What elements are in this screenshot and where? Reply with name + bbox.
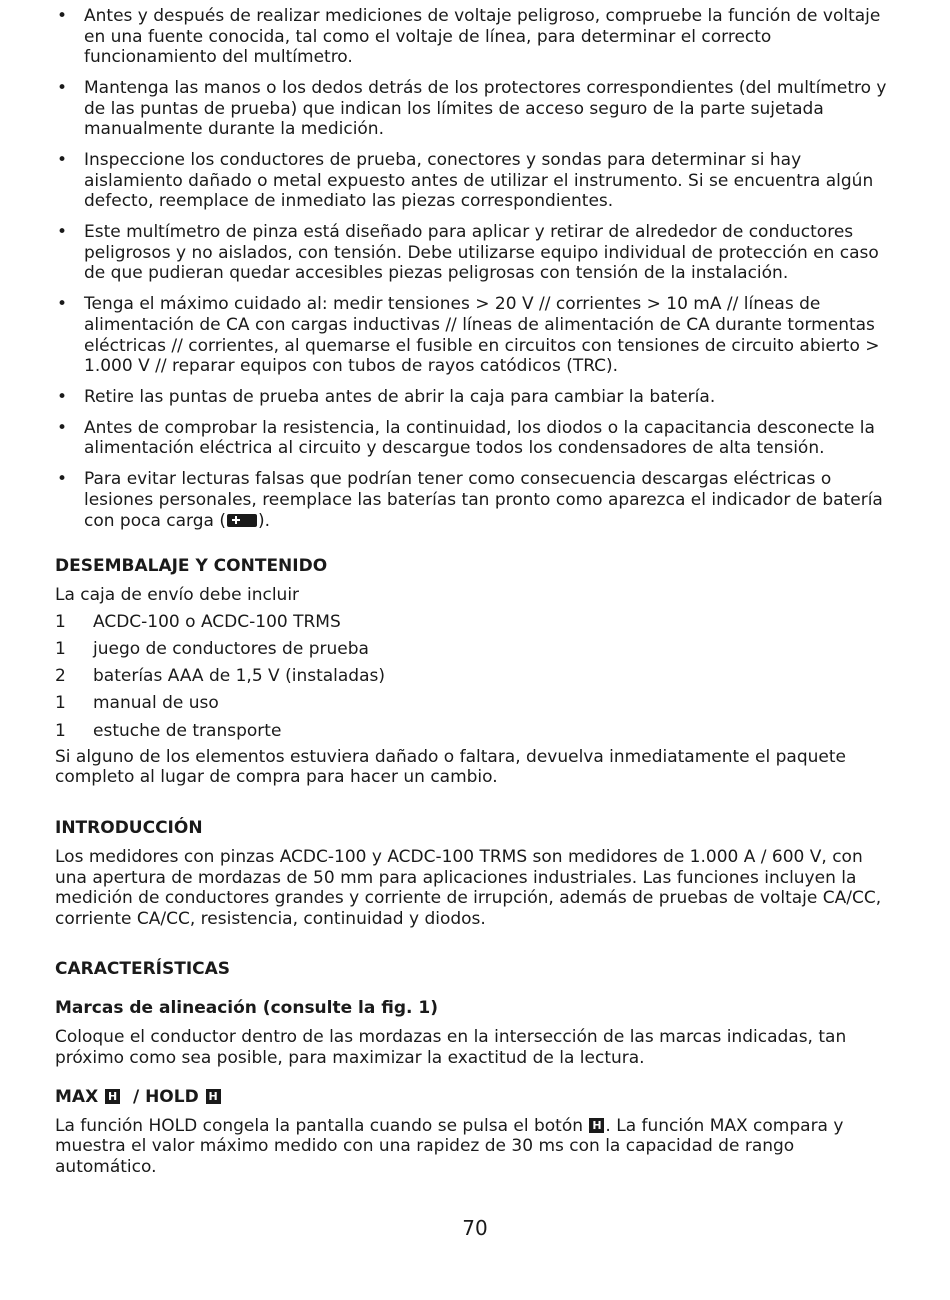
- max-hold-text-start: La función HOLD congela la pantalla cuando se pulsa el botón: [55, 1115, 584, 1136]
- hold-label: / HOLD: [132, 1086, 199, 1107]
- safety-bullet: [55, 387, 895, 408]
- bullet-dot: •: [57, 417, 68, 438]
- unpacking-intro: La caja de envío debe incluir: [55, 585, 300, 606]
- bullet-dot: •: [57, 78, 68, 99]
- manual-page: [55, 6, 895, 1177]
- item-quantity: 1: [55, 693, 66, 714]
- contents-item: [55, 690, 895, 717]
- item-text: juego de conductores de prueba: [93, 638, 369, 659]
- hold-button-icon: [589, 1118, 604, 1133]
- unpacking-note: Si alguno de los elementos estuviera dañado o faltara, devuelva inmediatamente el paquete completo al lugar de compra para hacer un cambio.: [55, 746, 846, 788]
- unpacking-heading: DESEMBALAJE Y CONTENIDO: [55, 556, 328, 577]
- max-hold-text-end: . La función MAX compara y muestra el valor máximo medido con una rapidez de 30 ms con la capacidad de rango automático.: [55, 1115, 844, 1177]
- bullet-text: Este multímetro de pinza está diseñado para aplicar y retirar de alrededor de conductores peligrosos y no aislados, con tensión. Debe utilizarse equipo individual de protección en caso de que pudieran quedar accesibles piezas peligrosas con tensión de la instalación.: [84, 222, 879, 284]
- item-quantity: 2: [55, 666, 66, 687]
- bullet-text: Tenga el máximo cuidado al: medir tensiones > 20 V // corrientes > 10 mA // líneas de alimentación de CA con cargas inductivas // líneas de alimentación de CA durante tormentas eléctricas // corrientes, al quemarse el fusible en circuitos con tensiones de circuito abierto > 1.000 V // reparar equipos con tubos de rayos catódicos (TRC).: [84, 294, 880, 377]
- safety-bullet: [55, 150, 895, 212]
- bullet-text: Antes y después de realizar mediciones de voltaje peligroso, compruebe la función de voltaje en una fuente conocida, tal como el voltaje de línea, para determinar el correcto funcionamiento del multímetro.: [84, 6, 881, 68]
- bullet-dot: •: [57, 386, 68, 407]
- safety-bullet-battery: [55, 469, 895, 531]
- hold-button-icon: [105, 1089, 120, 1104]
- bullet-text: Para evitar lecturas falsas que podrían tener como consecuencia descargas eléctricas o lesiones personales, reemplace las baterías tan pronto como aparezca el indicador de batería con poca carga (: [84, 469, 883, 531]
- item-text: estuche de transporte: [93, 720, 282, 741]
- bullet-text: Inspeccione los conductores de prueba, conectores y sondas para determinar si hay aislamiento dañado o metal expuesto antes de utilizar el instrumento. Si se encuentra algún defecto, reemplace de inmediato las piezas correspondientes.: [84, 150, 874, 212]
- features-heading: CARACTERÍSTICAS: [55, 959, 231, 980]
- contents-item: [55, 718, 895, 745]
- low-battery-icon: [227, 514, 257, 527]
- bullet-text: Retire las puntas de prueba antes de abrir la caja para cambiar la batería.: [84, 386, 716, 407]
- item-text: baterías AAA de 1,5 V (instaladas): [93, 666, 385, 687]
- item-quantity: 1: [55, 720, 66, 741]
- bullet-text-end: ).: [258, 510, 271, 531]
- bullet-dot: •: [57, 6, 68, 26]
- bullet-dot: •: [57, 222, 68, 243]
- safety-bullet-list: [55, 6, 895, 531]
- contents-list: [55, 609, 895, 745]
- safety-bullet: [55, 78, 895, 140]
- safety-bullet: [55, 222, 895, 284]
- alignment-heading: Marcas de alineación (consulte la fig. 1): [55, 998, 439, 1019]
- bullet-text: Antes de comprobar la resistencia, la continuidad, los diodos o la capacitancia desconecte la alimentación eléctrica al circuito y descargue todos los condensadores de alta tensión.: [84, 417, 875, 459]
- max-hold-text: [55, 1116, 895, 1178]
- bullet-dot: •: [57, 469, 68, 490]
- item-text: ACDC-100 o ACDC-100 TRMS: [93, 611, 341, 632]
- item-quantity: 1: [55, 611, 66, 632]
- safety-bullet: [55, 294, 895, 376]
- page-number: 70: [462, 1216, 488, 1240]
- bullet-dot: •: [57, 150, 68, 171]
- item-quantity: 1: [55, 638, 66, 659]
- contents-item: [55, 636, 895, 663]
- max-label: MAX: [55, 1086, 99, 1107]
- safety-bullet: [55, 418, 895, 459]
- bullet-dot: •: [57, 294, 68, 315]
- hold-button-icon: [206, 1089, 221, 1104]
- introduction-text: Los medidores con pinzas ACDC-100 y ACDC-100 TRMS son medidores de 1.000 A / 600 V, con una apertura de mordazas de 50 mm para aplicaciones industriales. Las funciones incluyen la medición de conductores grandes y corriente de irrupción, además de pruebas de voltaje CA/CC, corriente CA/CC, resistencia, continuidad y diodos.: [55, 846, 882, 929]
- contents-item: [55, 609, 895, 636]
- bullet-text: Mantenga las manos o los dedos detrás de los protectores correspondientes (del multímetro y de las puntas de prueba) que indican los límites de acceso seguro de la parte sujetada manualmente durante la medición.: [84, 78, 887, 140]
- safety-bullet: [55, 6, 895, 68]
- max-hold-heading: [55, 1086, 895, 1108]
- introduction-heading: INTRODUCCIÓN: [55, 817, 203, 838]
- alignment-text: Coloque el conductor dentro de las mordazas en la intersección de las marcas indicadas, tan próximo como sea posible, para maximizar la exactitud de la lectura.: [55, 1027, 847, 1068]
- contents-item: [55, 663, 895, 690]
- item-text: manual de uso: [93, 693, 219, 714]
